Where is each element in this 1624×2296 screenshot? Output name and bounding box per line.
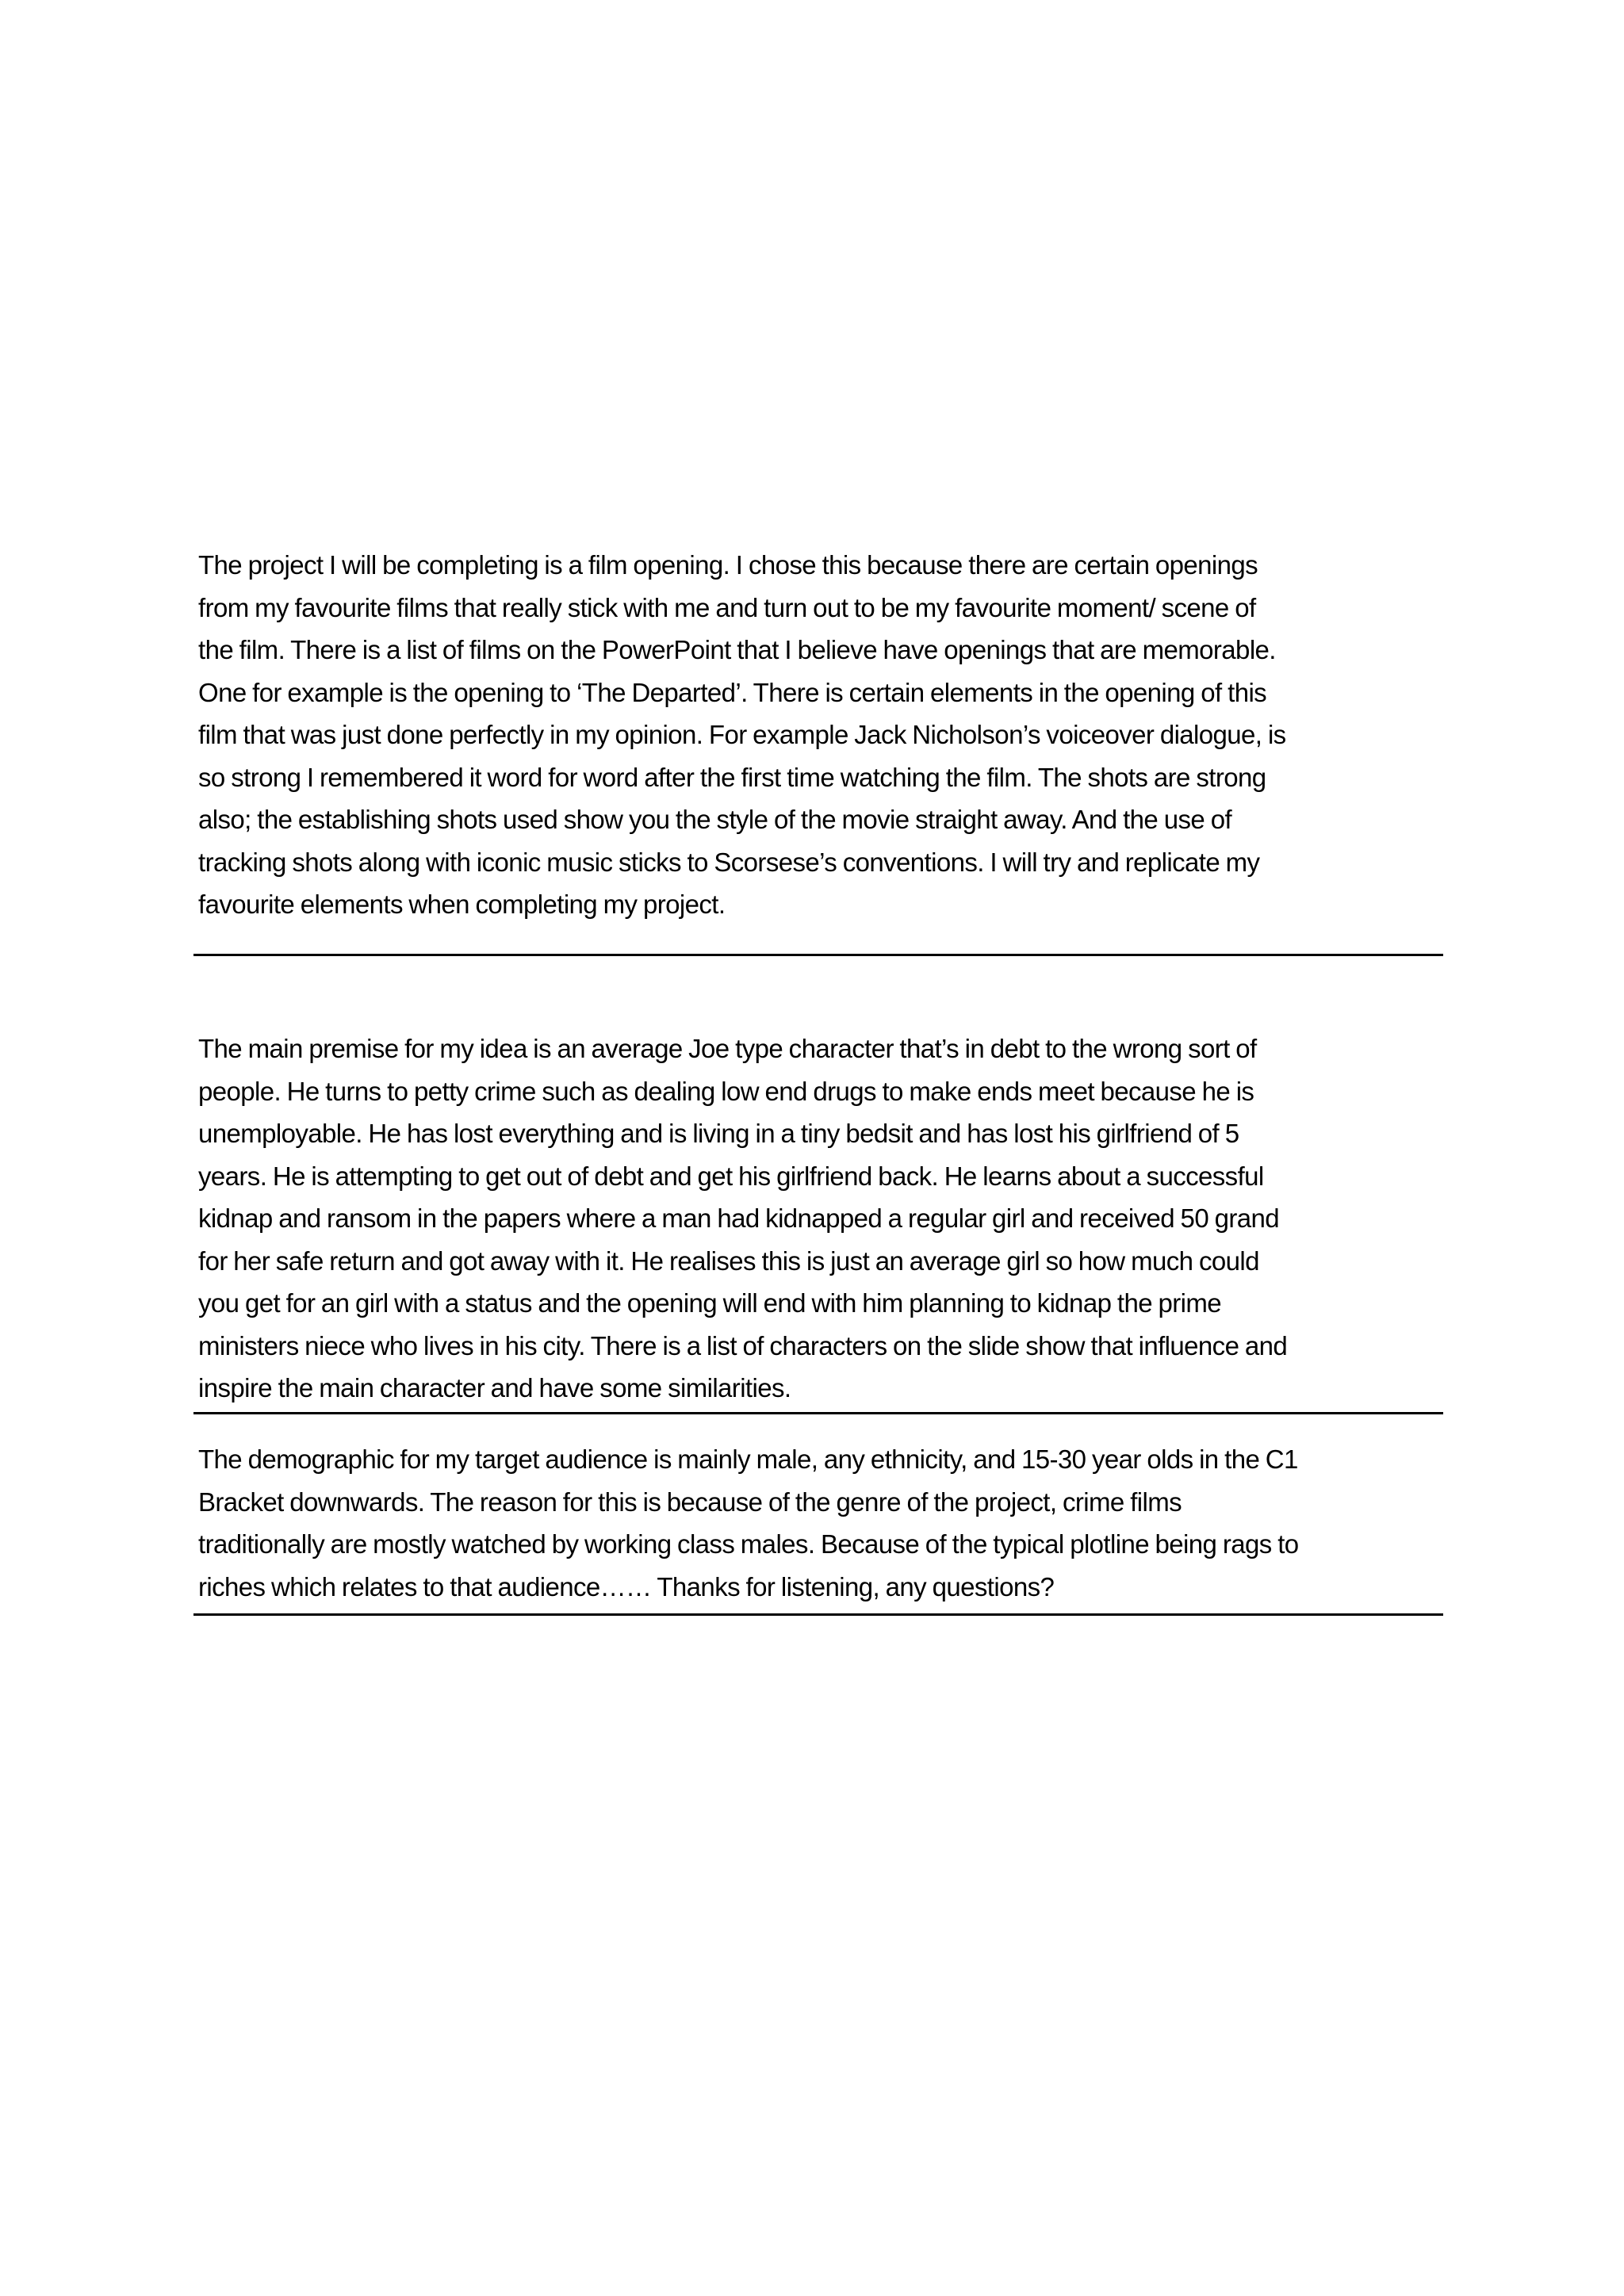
horizontal-rule [193,1613,1443,1616]
horizontal-rule [193,1412,1443,1414]
paragraph-main-premise: The main premise for my idea is an average Joe type character that’s in debt to the wrong sort of people. He turns to petty crime such as dealing low end drugs to make ends meet because he is unemployable. He has lost everything and is living in a tiny bedsit and has lost his girlfriend of 5 years. He is attempting to get out of debt and get his girlfriend back. He learns about a successful kidnap and ransom in the papers where a man had kidnapped a regular girl and received 50 grand for her safe return and got away with it. He realises this is just an average girl so how much could you get for an girl with a status and the opening will end with him planning to kidnap the prime ministers niece who lives in his city. There is a list of characters on the slide show that influence and inspire the main character and have some similarities. [198,1034,1288,1402]
horizontal-rule [193,954,1443,956]
paragraph-target-audience: The demographic for my target audience is mainly male, any ethnicity, and 15-30 year olds in the C1 Bracket downwards. The reason for this is because of the genre of the project, crime films traditionally are mostly watched by working class males. Because of the typical plotline being rags to riches which relates to that audience…… Thanks for listening, any questions? [198,1445,1299,1601]
paragraph-project-intro: The project I will be completing is a film opening. I chose this because there are certain openings from my favourite films that really stick with me and turn out to be my favourite moment/ scene of the film. There is a list of films on the PowerPoint that I believe have openings that are memorable. One for example is the opening to ‘The Departed’. There is certain elements in the opening of this film that was just done perfectly in my opinion. For example Jack Nicholson’s voiceover dialogue, is so strong I remembered it word for word after the first time watching the film. The shots are strong also; the establishing shots used show you the style of the movie straight away. And the use of tracking shots along with iconic music sticks to Scorsese’s conventions. I will try and replicate my favourite elements when completing my project. [198,550,1286,919]
